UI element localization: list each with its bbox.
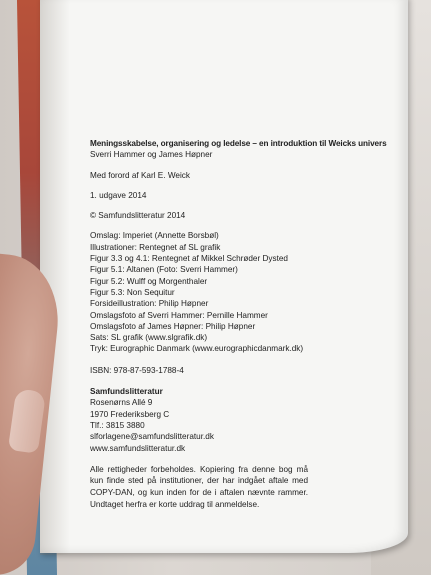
credit-line: Figur 5.1: Altanen (Foto: Sverri Hammer): [90, 265, 238, 275]
rights-notice: Alle rettigheder forbeholdes. Kopiering fra denne bog må kun finde sted på institutioner, der har indgået aftale med COPY-DAN, og kun inden for de i aftalen nævnte rammer. Undtaget herfra er korte uddrag til anmeldelse.: [90, 464, 308, 509]
book-title: Meningsskabelse, organisering og ledelse – en introduktion til Weicks univers: [90, 139, 387, 148]
authors: Sverri Hammer og James Høpner: [90, 150, 213, 160]
credit-line: Sats: SL grafik (www.slgrafik.dk): [90, 333, 208, 343]
foreword: Med forord af Karl E. Weick: [90, 170, 190, 180]
credit-line: Omslagsfoto af James Høpner: Philip Høpner: [90, 321, 256, 331]
publisher-name: Samfundslitteratur: [90, 387, 163, 397]
credit-line: Tryk: Eurographic Danmark (www.eurographicdanmark.dk): [90, 344, 304, 354]
copyright: © Samfundslitteratur 2014: [90, 211, 186, 221]
publisher-web: www.samfundslitteratur.dk: [90, 443, 186, 453]
publisher-phone: Tlf.: 3815 3880: [90, 420, 145, 430]
credit-line: Illustrationer: Rentegnet af SL grafik: [90, 242, 221, 252]
credit-line: Figur 5.3: Non Sequitur: [90, 287, 175, 297]
credit-line: Omslag: Imperiet (Annette Borsbøl): [90, 231, 219, 241]
isbn: ISBN: 978-87-593-1788-4: [90, 365, 184, 375]
publisher-street: Rosenørns Allé 9: [90, 398, 153, 408]
credits-list: [90, 230, 400, 354]
credit-line: Figur 5.2: Wulff og Morgenthaler: [90, 276, 208, 286]
colophon-text: [90, 138, 400, 510]
credit-line: Omslagsfoto af Sverri Hammer: Pernille Hammer: [90, 310, 268, 320]
edition: 1. udgave 2014: [90, 190, 147, 200]
publisher-block: [90, 386, 400, 454]
publisher-email: slforlagene@samfundslitteratur.dk: [90, 432, 214, 442]
publisher-city: 1970 Frederiksberg C: [90, 409, 170, 419]
credit-line: Figur 3.3 og 4.1: Rentegnet af Mikkel Schrøder Dysted: [90, 254, 288, 264]
credit-line: Forsideillustration: Philip Høpner: [90, 299, 209, 309]
